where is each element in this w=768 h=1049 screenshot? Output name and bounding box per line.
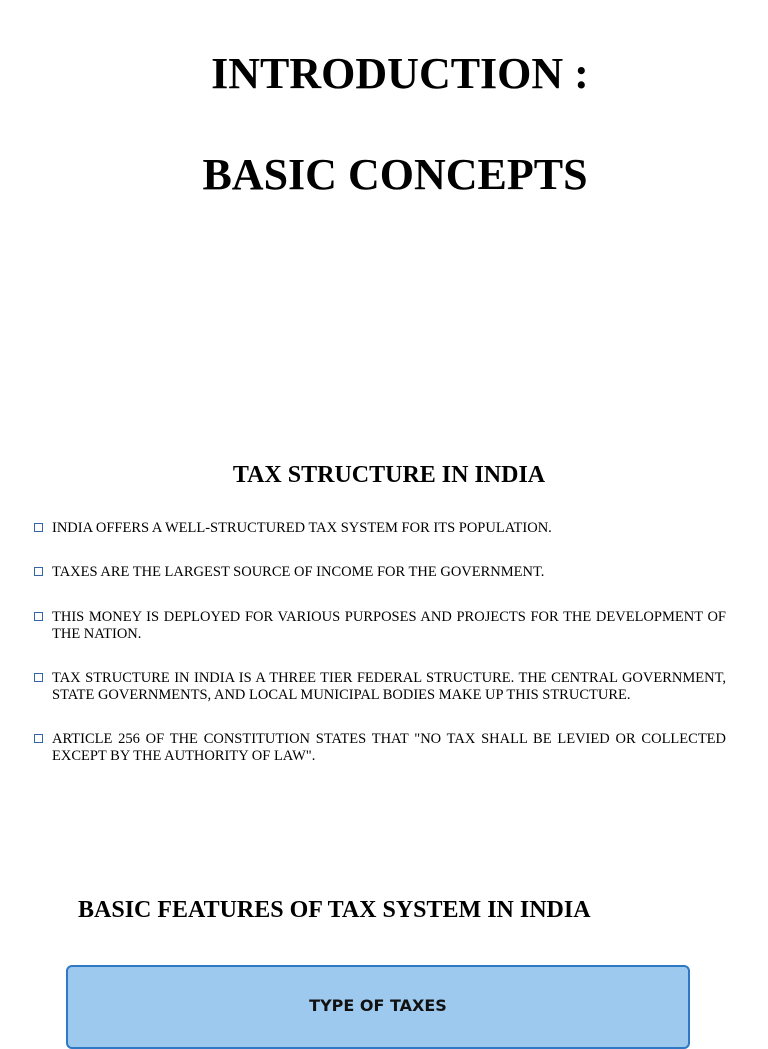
bullet-text: INDIA OFFERS A WELL-STRUCTURED TAX SYSTEM FOR ITS POPULATION. — [52, 520, 552, 536]
bullet-item — [34, 609, 726, 643]
features-heading: BASIC FEATURES OF TAX SYSTEM IN INDIA — [78, 897, 591, 923]
bullet-item — [34, 731, 726, 765]
bullet-text: TAX STRUCTURE IN INDIA IS A THREE TIER FEDERAL STRUCTURE. THE CENTRAL GOVERNMENT, STATE GOVERNMENTS, AND LOCAL MUNICIPAL BODIES MAKE UP THIS STRUCTURE. — [52, 670, 726, 703]
type-of-taxes-label: TYPE OF TAXES — [309, 996, 447, 1015]
page-title-line-1: INTRODUCTION : — [211, 49, 589, 98]
hollow-square-bullet-icon — [34, 567, 43, 576]
hollow-square-bullet-icon — [34, 673, 43, 682]
bullet-item — [34, 520, 726, 537]
hollow-square-bullet-icon — [34, 523, 43, 532]
bullet-text: TAXES ARE THE LARGEST SOURCE OF INCOME FOR THE GOVERNMENT. — [52, 564, 545, 580]
hollow-square-bullet-icon — [34, 734, 43, 743]
hollow-square-bullet-icon — [34, 612, 43, 621]
type-of-taxes-box — [66, 965, 690, 1049]
bullet-item — [34, 670, 726, 704]
tax-structure-heading: TAX STRUCTURE IN INDIA — [232, 462, 546, 488]
tax-structure-bullet-list — [34, 520, 726, 792]
page-title-line-2: BASIC CONCEPTS — [202, 150, 588, 199]
bullet-text: ARTICLE 256 OF THE CONSTITUTION STATES THAT "NO TAX SHALL BE LEVIED OR COLLECTED EXCEPT BY THE AUTHORITY OF LAW". — [52, 731, 726, 764]
bullet-text: THIS MONEY IS DEPLOYED FOR VARIOUS PURPOSES AND PROJECTS FOR THE DEVELOPMENT OF THE NATION. — [52, 609, 726, 642]
bullet-item — [34, 564, 726, 581]
